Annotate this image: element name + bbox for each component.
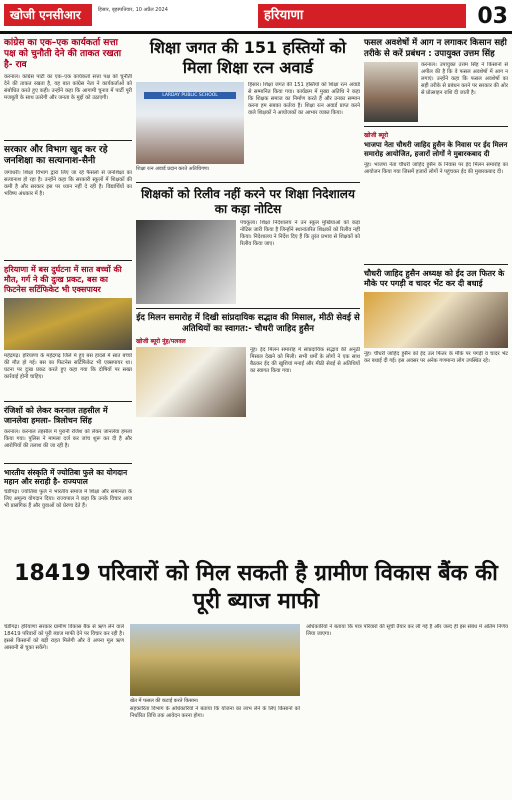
left-story2-headline: सरकार और विभाग खुद कर रहे जनशिक्षा का सत्यानाश-सैनी	[4, 145, 108, 166]
bottom-body-2: सहकारिता विभाग के अधिकारियों ने बताया कि योजना का लाभ लेने के लिए किसानों को निर्धारित तिथि तक आवेदन करना होगा।	[130, 706, 300, 719]
award-ceremony-photo	[136, 82, 244, 164]
left-story2-body: जगाधरी। शिक्षा विभाग द्वारा लिए जा रहे फैसलों से जनशिक्षा का सत्यानाश हो रहा है। उन्होंने कहा कि सरकारी स्कूलों में शिक्षकों की कमी है और सरकार इस पर ध्यान नहीं दे रही है। विद्यार्थियों का भविष्य अंधकार में है।	[4, 170, 132, 197]
right-story1-body: करनाल। उपायुक्त उत्तम सिंह ने किसानों से अपील की है कि वे फसल अवशेषों में आग न लगाएं। उन्होंने कहा कि फसल अवशेषों का सही तरीके से प्रबंधन करने पर सरकार की ओर से प्रोत्साहन राशि दी जाती है।	[421, 62, 508, 96]
school-banner: LARDAY PUBLIC SCHOOL	[144, 92, 236, 99]
second-story-body: पंचकूला। शिक्षा निदेशालय ने उन स्कूल मुखियाओं को कड़ा नोटिस जारी किया है जिन्होंने स्थानांतरित शिक्षकों को रिलीव नहीं किया। निदेशालय ने निर्देश दिए हैं कि तुरंत प्रभाव से शिक्षकों को रिलीव किया जाए।	[240, 220, 360, 247]
left-column	[4, 38, 132, 553]
third-headline: ईद मिलन समारोह में दिखी सांप्रदायिक सद्भाव की मिसाल, मीठी सेवई से अतिथियों का स्वागत:- चौधरी जाहिद हुसैन	[136, 313, 360, 334]
left-story4-body: करनाल। करनाल तहसील में पुरानी रंजिश को लेकर जानलेवा हमला किया गया। पुलिस ने मामला दर्ज कर जांच शुरू कर दी है और आरोपियों की तलाश की जा रही है।	[4, 429, 132, 449]
left-story1-body: करनाल। कांग्रेस पार्टी का एक–एक कार्यकर्ता सत्ता पक्ष को चुनौती देने की ताकत रखता है, यह बात कांग्रेस नेता ने कार्यकर्ताओं को संबोधित करते हुए कही। उन्होंने कहा कि आगामी चुनाव में पार्टी पूरी मजबूती के साथ उतरेगी और जनता के मुद्दों को उठाएगी।	[4, 74, 132, 101]
deputy-commissioner-photo	[364, 62, 418, 122]
right-story3-body: नूंह। चौधरी जाहिद हुसैन को ईद उल फितर के मौके पर पगड़ी व चादर भेंट कर बधाई दी गई। इस अवसर पर अनेक गणमान्य लोग उपस्थित रहे।	[364, 351, 508, 364]
left-story5-headline: भारतीय संस्कृति में ज्योतिबा फुले का योगदान महान और सराही है- राज्यपाल	[4, 468, 128, 486]
award-photo-caption: शिक्षा रत्न अवार्ड प्रदान करते अतिथिगण।	[136, 166, 210, 172]
right-story1-headline: फसल अवशेषों में आग न लगाकर किसान सही तरीके से करें प्रबंधन : उपायुक्त उत्तम सिंह	[364, 38, 507, 59]
divider	[4, 401, 132, 402]
center-column	[136, 38, 360, 553]
newspaper-title: खोजी एनसीआर	[4, 4, 92, 26]
farm-harvest-photo	[130, 624, 300, 696]
divider	[136, 308, 360, 309]
page-number: 03	[477, 4, 508, 29]
eid-meeting-photo	[136, 347, 246, 417]
lead-story-body: हिसार। शिक्षा जगत की 151 हस्तियों को शिक्षा रत्न अवार्ड से सम्मानित किया गया। कार्यक्रम में मुख्य अतिथि ने कहा कि शिक्षक समाज का निर्माण करते हैं और उनका सम्मान करना हम सबका कर्तव्य है। शिक्षा रत्न अवार्ड प्राप्त करने वाले शिक्षकों ने आयोजकों का आभार व्यक्त किया।	[248, 82, 360, 116]
right-story2-body: नूंह। भाजपा नेता चौधरी जाहिद हुसैन के निवास पर ईद मिलन समारोह का आयोजन किया गया जिसमें हजारों लोगों ने पहुंचकर ईद की मुबारकबाद दी।	[364, 162, 508, 175]
bottom-body-3: अधिकारियों ने बताया कि पात्र परिवारों की सूची तैयार कर ली गई है और जल्द ही इस संबंध में अंतिम निर्णय लिया जाएगा।	[306, 624, 508, 637]
bottom-body-1: चंडीगढ़। हरियाणा सरकार ग्रामीण विकास बैंक से ऋण लेने वाले 18419 परिवारों को पूरी ब्याज माफी देने पर विचार कर रही है। इससे किसानों को बड़ी राहत मिलेगी और वे अपना मूल ऋण आसानी से चुका सकेंगे।	[4, 624, 124, 651]
divider	[364, 126, 508, 127]
turban-ceremony-photo	[364, 292, 508, 348]
divider	[4, 260, 132, 261]
left-story1-headline: कांग्रेस का एक–एक कार्यकर्ता सत्ता पक्ष को चुनौती देने की ताकत रखता है- राव	[4, 38, 122, 70]
right-story3-headline: चौधरी जाहिद हुसैन अध्यक्ष को ईद उल फितर के मौके पर पगड़ी व चादर भेंट कर दी बधाई	[364, 269, 505, 288]
left-story5-body: चंडीगढ़। ज्योतिबा फुले ने भारतीय समाज में शिक्षा और समानता के लिए अमूल्य योगदान दिया। राज्यपाल ने कहा कि उनके विचार आज भी प्रासंगिक हैं और युवाओं को प्रेरणा देते हैं।	[4, 489, 132, 509]
bottom-banner-headline: 18419 परिवारों को मिल सकती है ग्रामीण विकास बैंक की पूरी ब्याज माफी	[14, 561, 498, 614]
left-story3-headline: हरियाणा में बस दुर्घटना में सात बच्चों की मौत, गर्ग ने की दुःख प्रकट, बस का फिटनेस सर्टिफिकेट भी एक्सपायर	[4, 265, 122, 294]
bus-accident-photo	[4, 298, 132, 350]
third-byline: खोजी ब्यूरो नूंह/पलवल	[136, 338, 186, 345]
divider	[4, 140, 132, 141]
right-story2-headline: भाजपा नेता चौधरी जाहिद हुसैन के निवास पर ईद मिलन समारोह आयोजित, हजारों लोगों ने मुबारकबाद दी	[364, 141, 508, 158]
section-title: हरियाणा	[258, 4, 466, 28]
bottom-story	[4, 624, 508, 796]
lead-headline: शिक्षा जगत की 151 हस्तियों को मिला शिक्षा रत्न अवार्ड	[149, 38, 347, 77]
notice-photo	[136, 220, 236, 304]
farm-photo-caption: खेत में फसल की कटाई करते किसान।	[130, 698, 199, 704]
right-column	[364, 38, 508, 553]
divider	[364, 264, 508, 265]
left-story3-body: महेंद्रगढ़। हरियाणा के महेंद्रगढ़ जिले में हुए बस हादसे में सात बच्चों की मौत हो गई। बस का फिटनेस सर्टिफिकेट भी एक्सपायर था। घटना पर दुःख प्रकट करते हुए कहा गया कि दोषियों पर सख्त कार्रवाई होनी चाहिए।	[4, 353, 132, 380]
divider	[136, 182, 360, 183]
issue-date: हिसार, बृहस्पतिवार, 10 अप्रैल 2024	[98, 7, 168, 13]
right-story2-byline: खोजी ब्यूरो	[364, 132, 389, 139]
second-headline: शिक्षकों को रिलीव नहीं करने पर शिक्षा निदेशालय का कड़ा नोटिस	[141, 187, 355, 216]
divider	[4, 463, 132, 464]
masthead	[0, 0, 512, 34]
third-story-body: नूंह। ईद मिलन समारोह में सांप्रदायिक सद्भाव की अनूठी मिसाल देखने को मिली। सभी धर्मों के लोगों ने एक साथ बैठकर ईद की खुशियां मनाईं और मीठी सेवई से अतिथियों का स्वागत किया गया।	[250, 347, 360, 374]
left-story4-headline: रंजिशों को लेकर करनाल तहसील में जानलेवा हमला- त्रिलोचन सिंह	[4, 406, 108, 425]
